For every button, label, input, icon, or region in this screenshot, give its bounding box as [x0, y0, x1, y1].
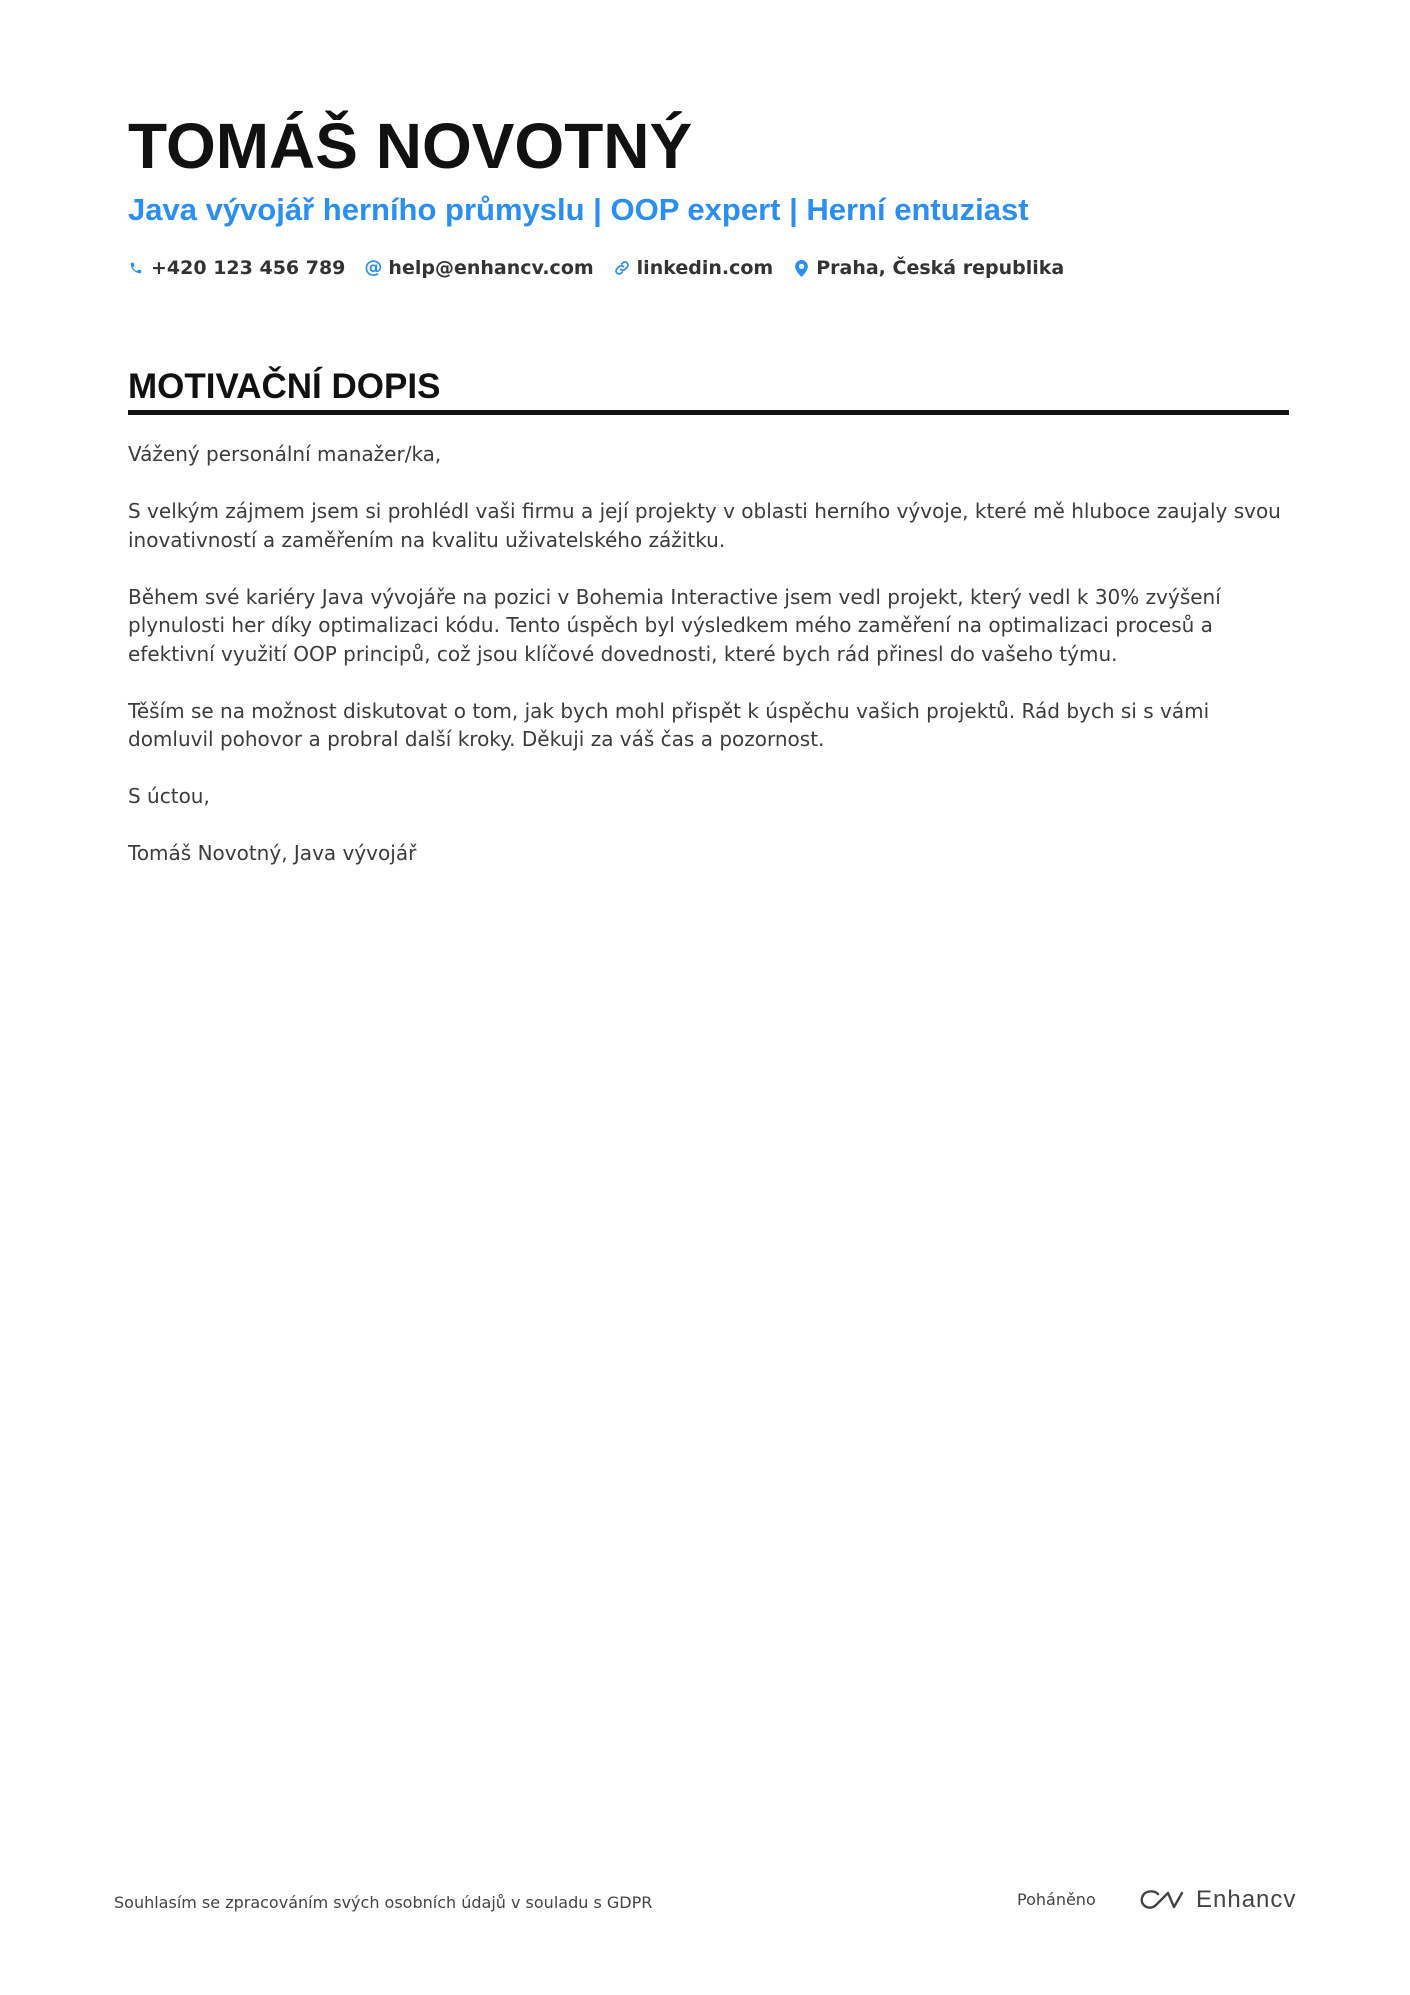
letter-greeting: Vážený personální manažer/ka,	[128, 442, 442, 466]
enhancv-logo-icon	[1138, 1887, 1186, 1913]
contact-phone	[128, 257, 345, 279]
linkedin-text: linkedin.com	[636, 257, 774, 279]
contact-linkedin	[614, 257, 774, 279]
letter-paragraph-2: Během své kariéry Java vývojáře na pozici v Bohemia Interactive jsem vedl projekt, který vedl k 30% zvýšení plynulosti her díky optimalizaci kódu. Tento úspěch byl výsledkem mého zaměření na optimalizaci procesů a efektivní využití OOP principů, což jsou klíčové dovednosti, které bych rád přinesl do vašeho týmu.	[128, 584, 1221, 666]
contact-location	[793, 257, 1064, 279]
candidate-headline: Java vývojář herního průmyslu | OOP expert | Herní entuziast	[128, 192, 1029, 227]
letter-paragraph-1: S velkým zájmem jsem si prohlédl vaši firmu a její projekty v oblasti herního vývoje, které mě hluboce zaujaly svou inovativností a zaměřením na kvalitu uživatelského zážitku.	[128, 499, 1281, 552]
brand-name: Enhancv	[1196, 1886, 1297, 1913]
section-divider	[128, 410, 1289, 415]
location-text: Praha, Česká republika	[816, 257, 1065, 279]
contact-email	[365, 257, 593, 279]
contact-bar	[128, 254, 1084, 282]
letter-closing: S úctou,	[128, 784, 210, 808]
candidate-name: TOMÁŠ NOVOTNÝ	[128, 110, 693, 182]
phone-icon	[128, 259, 144, 277]
link-icon	[614, 259, 630, 277]
section-title: MOTIVAČNÍ DOPIS	[128, 367, 441, 406]
phone-text: +420 123 456 789	[151, 257, 346, 279]
gdpr-consent: Souhlasím se zpracováním svých osobních údajů v souladu s GDPR	[114, 1893, 653, 1912]
location-pin-icon	[793, 259, 809, 277]
powered-by-label: Poháněno	[1017, 1890, 1096, 1909]
email-text: help@enhancv.com	[388, 257, 594, 279]
letter-paragraph-3: Těším se na možnost diskutovat o tom, jak bych mohl přispět k úspěchu vašich projektů. Rád bych si s vámi domluvil pohovor a probral další kroky. Děkuji za váš čas a pozornost.	[128, 698, 1210, 751]
letter-signature: Tomáš Novotný, Java vývojář	[128, 841, 417, 865]
letter-body	[128, 440, 1289, 896]
at-icon: @	[364, 257, 383, 278]
brand-logo-link[interactable]	[1138, 1884, 1296, 1916]
